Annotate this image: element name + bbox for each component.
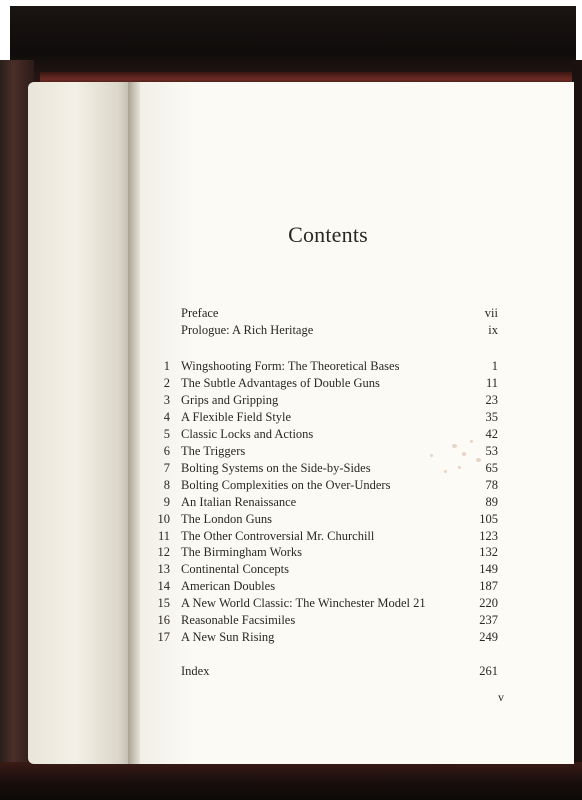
toc-entry (0, 426, 582, 442)
toc-page-number: 123 (479, 529, 498, 543)
toc-entry-title: The Triggers (181, 444, 246, 458)
toc-entry-title: Reasonable Facsimiles (181, 613, 296, 627)
toc-chapter-number: 16 (157, 613, 170, 627)
toc-entry (0, 511, 582, 527)
toc-entry-title: Prologue: A Rich Heritage (181, 323, 314, 337)
toc-entry (0, 443, 582, 459)
book-cover-bottom (0, 762, 582, 800)
toc-entry-title: Classic Locks and Actions (181, 427, 314, 441)
toc-entry-title: The Birmingham Works (181, 545, 302, 559)
toc-entry-title: The Other Controversial Mr. Churchill (181, 529, 375, 543)
page-title: Contents (288, 222, 368, 247)
toc-entry-title: Bolting Systems on the Side-by-Sides (181, 461, 371, 475)
toc-entry-title: A New World Classic: The Winchester Model 21 (181, 596, 426, 610)
toc-entry-title: Index (181, 664, 210, 678)
toc-chapter-number: 10 (157, 512, 170, 526)
toc-page-number: 149 (479, 562, 498, 576)
toc-entry (0, 460, 582, 476)
toc-entry-title: Continental Concepts (181, 562, 289, 576)
toc-page-number: 23 (485, 393, 498, 407)
toc-page-number: 65 (485, 461, 498, 475)
toc-entry (0, 544, 582, 560)
toc-entry (0, 392, 582, 408)
toc-entry (0, 595, 582, 611)
toc-entry (0, 612, 582, 628)
toc-entry (0, 409, 582, 425)
toc-entry-title: Bolting Complexities on the Over-Unders (181, 478, 391, 492)
toc-entry-title: Wingshooting Form: The Theoretical Bases (181, 359, 400, 373)
toc-page-number: 78 (485, 478, 498, 492)
toc-chapter-number: 7 (163, 461, 170, 475)
toc-chapter-number: 15 (157, 596, 170, 610)
toc-chapter-number: 12 (157, 545, 170, 559)
toc-chapter-number: 1 (163, 359, 170, 373)
toc-entry-title: The Subtle Advantages of Double Guns (181, 376, 380, 390)
toc-chapter-number: 8 (163, 478, 170, 492)
toc-entry (0, 322, 582, 338)
toc-page-number: 53 (485, 444, 498, 458)
toc-page-number: ix (488, 323, 498, 337)
toc-entry (0, 528, 582, 544)
toc-chapter-number: 2 (163, 376, 170, 390)
toc-entry (0, 663, 582, 679)
toc-entry-title: Grips and Gripping (181, 393, 279, 407)
toc-page-number: 261 (479, 664, 498, 678)
toc-entry (0, 561, 582, 577)
toc-page-number: 132 (479, 545, 498, 559)
toc-entry-title: American Doubles (181, 579, 276, 593)
page-folio: v (498, 690, 504, 704)
toc-page-number: vii (484, 306, 498, 320)
toc-entry-title: The London Guns (181, 512, 272, 526)
toc-entry-title: A New Sun Rising (181, 630, 275, 644)
toc-page-number: 105 (479, 512, 498, 526)
toc-page-number: 237 (479, 613, 498, 627)
toc-entry-title: A Flexible Field Style (181, 410, 292, 424)
toc-chapter-number: 11 (157, 529, 170, 543)
toc-page-number: 187 (479, 579, 498, 593)
toc-page-number: 89 (485, 495, 498, 509)
toc-chapter-number: 3 (163, 393, 170, 407)
toc-chapter-number: 9 (163, 495, 170, 509)
toc-entry-title: Preface (181, 306, 219, 320)
toc-entry (0, 578, 582, 594)
toc-entry (0, 629, 582, 645)
toc-page-number: 220 (479, 596, 498, 610)
toc-entry-title: An Italian Renaissance (181, 495, 297, 509)
toc-page-number: 35 (485, 410, 498, 424)
toc-page-number: 249 (479, 630, 498, 644)
toc-chapter-number: 17 (157, 630, 170, 644)
toc-entry (0, 375, 582, 391)
toc-chapter-number: 14 (157, 579, 170, 593)
toc-entry (0, 494, 582, 510)
toc-chapter-number: 6 (163, 444, 170, 458)
toc-entry (0, 477, 582, 493)
toc-page-number: 42 (485, 427, 498, 441)
toc-entry (0, 358, 582, 374)
toc-page-number: 11 (485, 376, 498, 390)
toc-page-number: 1 (491, 359, 498, 373)
toc-entry (0, 305, 582, 321)
toc-chapter-number: 4 (163, 410, 170, 424)
toc-chapter-number: 5 (163, 427, 170, 441)
toc-chapter-number: 13 (157, 562, 170, 576)
